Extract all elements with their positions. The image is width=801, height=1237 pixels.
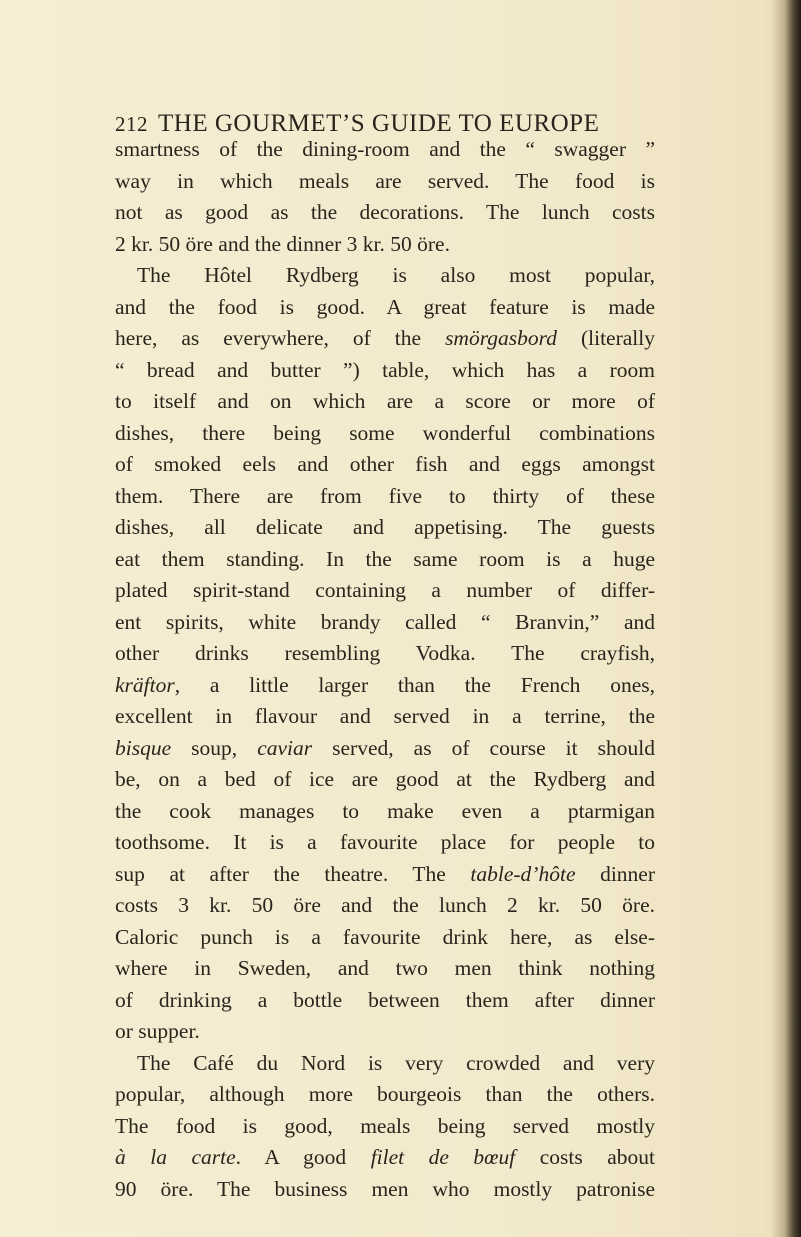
text-run: costs 3 kr. 50 öre and the lunch 2 kr. 50 öre. [115,893,655,917]
italic-text: smörgasbord [445,326,557,350]
text-run: The Café du Nord is very crowded and very [137,1050,655,1075]
text-line [115,1079,655,1111]
italic-text: bisque [115,735,172,760]
text-line [115,1142,655,1174]
text-run: dinner [575,861,655,886]
text-run: here, as everywhere, of the [115,326,446,350]
text-line [115,985,655,1017]
text-run: not as good as the decorations. The lunch costs [115,200,655,224]
text-run: (literally [556,326,655,350]
text-line [115,166,655,198]
page-number: 212 [115,112,148,136]
text-run: and the food is good. A great feature is made [115,294,655,319]
text-line [115,575,655,607]
text-run: costs about [515,1145,655,1169]
text-run: served, as of course it should [312,735,655,760]
text-line [115,1016,655,1048]
text-line [115,323,655,355]
text-line [115,292,655,324]
text-line [115,701,655,733]
text-run: them. There are from five to thirty of these [115,483,655,508]
text-line [115,229,655,261]
text-run: be, on a bed of ice are good at the Rydberg and [115,767,655,791]
text-run: way in which meals are served. The food is [115,168,655,193]
italic-text: kräftor [115,672,175,697]
text-run: The food is good, meals being served mostly [115,1113,655,1138]
text-line [115,953,655,985]
text-line [115,1174,655,1206]
text-run: eat them standing. In the same room is a huge [115,546,655,571]
page-edge-shadow [771,0,801,1237]
text-line [115,922,655,954]
text-run: 2 kr. 50 öre and the dinner 3 kr. 50 öre. [115,231,450,256]
text-line [115,1048,655,1080]
text-run: to itself and on which are a score or more of [115,389,655,413]
text-line [115,733,655,765]
running-title: THE GOURMET’S GUIDE TO EUROPE [158,110,600,137]
text-line [115,418,655,450]
text-line [115,481,655,513]
text-run: toothsome. It is a favourite place for people to [115,830,655,854]
text-line [115,638,655,670]
text-run: Caloric punch is a favourite drink here, as else- [115,924,655,949]
text-line [115,859,655,891]
text-run: “ bread and butter ”) table, which has a room [115,357,655,382]
text-line [115,827,655,859]
text-run: soup, [171,735,258,760]
text-run: the cook manages to make even a ptarmigan [115,798,655,823]
italic-text: caviar [257,735,313,760]
text-run: 90 öre. The business men who mostly patronise [115,1176,655,1201]
text-run: dishes, all delicate and appetising. The guests [115,515,655,539]
text-line [115,386,655,418]
text-line [115,197,655,229]
text-run: of drinking a bottle between them after dinner [115,987,655,1012]
text-line [115,890,655,922]
text-run: sup at after the theatre. The [115,861,471,886]
italic-text: filet de bœuf [370,1145,516,1169]
text-line [115,764,655,796]
text-line [115,544,655,576]
text-run: popular, although more bourgeois than the others. [115,1082,655,1106]
text-run: or supper. [115,1019,200,1043]
text-run: The Hôtel Rydberg is also most popular, [137,263,655,287]
text-run: . A good [235,1145,371,1169]
text-run: excellent in flavour and served in a terrine, the [115,704,655,728]
italic-text: table-d’hôte [470,861,576,886]
text-run: of smoked eels and other fish and eggs amongst [115,452,655,476]
text-line [115,1111,655,1143]
text-line [115,607,655,639]
text-line [115,796,655,828]
text-run: ent spirits, white brandy called “ Branvin,” and [115,609,655,634]
italic-text: à la carte [115,1145,236,1169]
text-run: plated spirit-stand containing a number of differ- [115,578,655,602]
text-run: where in Sweden, and two men think nothing [115,956,655,980]
body-text [115,134,655,1205]
text-line [115,449,655,481]
text-line [115,355,655,387]
text-line [115,134,655,166]
text-line [115,260,655,292]
text-line [115,512,655,544]
text-run: smartness of the dining-room and the “ swagger ” [115,137,655,161]
text-run: , a little larger than the French ones, [174,672,655,697]
text-run: other drinks resembling Vodka. The crayfish, [115,641,655,665]
text-line [115,670,655,702]
text-run: dishes, there being some wonderful combinations [115,420,655,445]
